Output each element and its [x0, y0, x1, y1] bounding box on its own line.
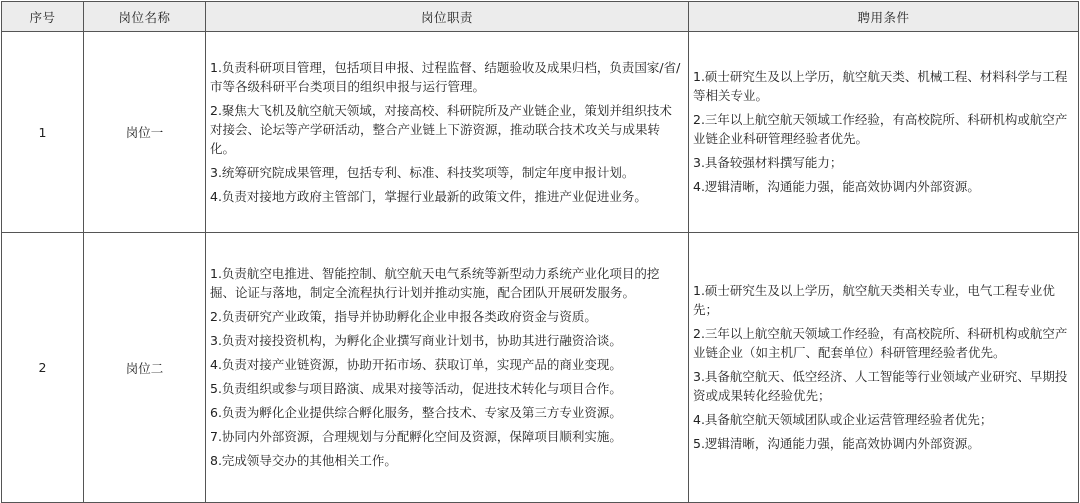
requirement-item: 4.具备航空航天领域团队或企业运营管理经验者优先； — [693, 412, 993, 427]
row-number: 1 — [2, 32, 84, 233]
duty-item: 3.负责对接投资机构，为孵化企业撰写商业计划书，协助其进行融资洽谈。 — [210, 333, 622, 348]
duty-item: 1.负责航空电推进、智能控制、航空航天电气系统等新型动力系统产业化项目的挖掘、论证与落地，制定全流程执行计划并推动实施，配合团队开展研发服务。 — [210, 266, 660, 300]
duty-item: 2.聚焦大飞机及航空航天领域，对接高校、科研院所及产业链企业，策划并组织技术对接会、论坛等产学研活动，整合产业链上下游资源，推动联合技术攻关与成果转化。 — [210, 102, 672, 156]
duty-item: 1.负责科研项目管理，包括项目申报、过程监督、结题验收及成果归档，负责国家/省/市等各级科研平台类项目的组织申报与运行管理。 — [210, 59, 681, 94]
table-row — [2, 32, 1079, 233]
requirement-item: 3.具备较强材料撰写能力； — [693, 155, 843, 170]
duties-cell — [206, 32, 689, 233]
header-duties: 岗位职责 — [206, 2, 689, 32]
header-no: 序号 — [2, 2, 84, 32]
duty-item: 4.负责对接产业链资源，协助开拓市场、获取订单，实现产品的商业变现。 — [210, 357, 622, 372]
duty-item: 6.负责为孵化企业提供综合孵化服务，整合技术、专家及第三方专业资源。 — [210, 405, 622, 420]
duty-item: 8.完成领导交办的其他相关工作。 — [210, 453, 397, 468]
duty-item: 2.负责研究产业政策，指导并协助孵化企业申报各类政府资金与资质。 — [210, 309, 597, 324]
requirement-item: 2.三年以上航空航天领域工作经验，有高校院所、科研机构或航空产业链企业科研管理经验者优先。 — [693, 112, 1068, 146]
requirement-item: 1.硕士研究生及以上学历，航空航天类相关专业，电气工程专业优先； — [693, 283, 1055, 317]
position-name: 岗位二 — [84, 233, 206, 503]
duties-cell — [206, 233, 689, 503]
position-name: 岗位一 — [84, 32, 206, 233]
job-table — [1, 1, 1079, 503]
duty-item: 3.统筹研究院成果管理，包括专利、标准、科技奖项等，制定年度申报计划。 — [210, 164, 635, 180]
requirement-item: 5.逻辑清晰，沟通能力强，能高效协调内外部资源。 — [693, 436, 980, 451]
duty-item: 4.负责对接地方政府主管部门，掌握行业最新的政策文件，推进产业促进业务。 — [210, 188, 647, 204]
header-position-name: 岗位名称 — [84, 2, 206, 32]
requirements-cell — [689, 233, 1079, 503]
requirement-item: 4.逻辑清晰，沟通能力强，能高效协调内外部资源。 — [693, 179, 980, 194]
requirements-cell — [689, 32, 1079, 233]
header-row — [2, 2, 1079, 32]
requirement-item: 3.具备航空航天、低空经济、人工智能等行业领域产业研究、早期投资或成果转化经验优先； — [693, 369, 1068, 403]
duty-item: 7.协同内外部资源，合理规划与分配孵化空间及资源，保障项目顺利实施。 — [210, 429, 622, 444]
requirement-item: 1.硕士研究生及以上学历，航空航天类、机械工程、材料科学与工程等相关专业。 — [693, 69, 1068, 103]
header-requirements: 聘用条件 — [689, 2, 1079, 32]
table-row — [2, 233, 1079, 503]
duty-item: 5.负责组织或参与项目路演、成果对接等活动，促进技术转化与项目合作。 — [210, 381, 622, 396]
requirement-item: 2.三年以上航空航天领域工作经验，有高校院所、科研机构或航空产业链企业（如主机厂、配套单位）科研管理经验者优先。 — [693, 326, 1068, 360]
row-number: 2 — [2, 233, 84, 503]
